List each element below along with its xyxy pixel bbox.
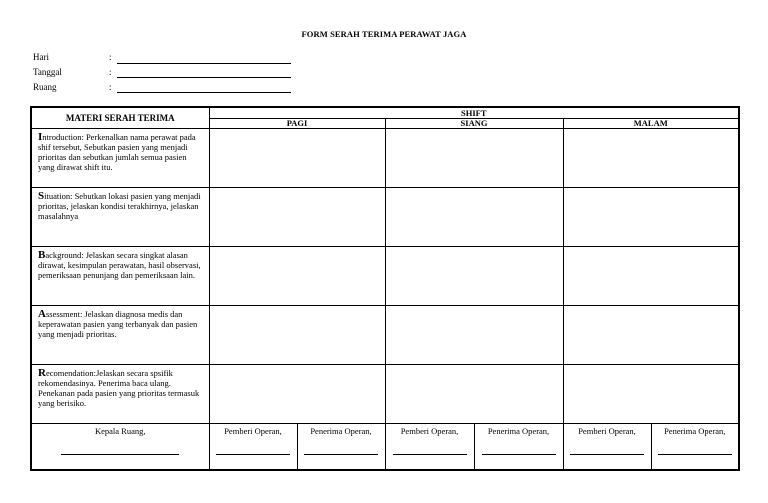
siang-cell[interactable]: [385, 365, 563, 424]
pagi-cell[interactable]: [209, 129, 385, 188]
malam-cell[interactable]: [563, 365, 739, 424]
row-text: ackground: Jelaskan secara singkat alasan dirawat, kesimpulan perawatan, hasil observasi, pemeriksaan penunjang dan pemeriksaan lain.: [38, 250, 201, 280]
signature-label: Kepala Ruang,: [94, 426, 146, 436]
field-label: Hari: [33, 52, 49, 62]
signature-line: [216, 454, 290, 455]
isbar-assessment: [31, 306, 209, 365]
malam-cell[interactable]: [563, 188, 739, 247]
malam-cell[interactable]: [563, 247, 739, 306]
field-underline: [117, 92, 291, 93]
row-text: ituation: Sebutkan lokasi pasien yang menjadi prioritas, jelaskan kondisi terakhirnya, jelaskan masalahnya: [38, 191, 201, 221]
signature-label: Pemberi Operan,: [400, 426, 459, 436]
signature-label: Pemberi Operan,: [224, 426, 282, 436]
isbar-situation: [31, 188, 209, 247]
shift-header: SHIFT: [209, 107, 739, 119]
malam-cell[interactable]: [563, 129, 739, 188]
signature-line: [570, 454, 644, 455]
form-title: FORM SERAH TERIMA PERAWAT JAGA: [301, 29, 467, 39]
table-row: [31, 365, 739, 424]
row-initial: I: [38, 131, 43, 143]
siang-penerima-signature[interactable]: [474, 424, 563, 471]
field-colon: :: [109, 52, 112, 62]
table-row: [31, 188, 739, 247]
siang-cell[interactable]: [385, 247, 563, 306]
pagi-pemberi-signature[interactable]: [209, 424, 297, 471]
pagi-cell[interactable]: [209, 247, 385, 306]
signature-line: [393, 454, 467, 455]
signature-line: [482, 454, 556, 455]
signature-line: [61, 454, 179, 455]
signature-label: Penerima Operan,: [487, 426, 550, 436]
shift-malam-header: MALAM: [563, 119, 739, 129]
pagi-cell[interactable]: [209, 188, 385, 247]
malam-penerima-signature[interactable]: [651, 424, 739, 471]
kepala-ruang-signature[interactable]: [31, 424, 209, 471]
malam-cell[interactable]: [563, 306, 739, 365]
table-row: [31, 247, 739, 306]
signature-row: [31, 424, 739, 471]
signature-line: [304, 454, 378, 455]
signature-label: Penerima Operan,: [310, 426, 372, 436]
siang-cell[interactable]: [385, 129, 563, 188]
pagi-cell[interactable]: [209, 306, 385, 365]
field-colon: :: [109, 82, 112, 92]
table-row: [31, 306, 739, 365]
field-underline: [117, 77, 291, 78]
row-initial: S: [38, 190, 45, 202]
siang-cell[interactable]: [385, 306, 563, 365]
row-text: ssessment: Jelaskan diagnosa medis dan keperawatan pasien yang terbanyak dan pasien yang menjadi prioritas.: [38, 309, 198, 339]
table-row: [31, 129, 739, 188]
row-initial: B: [38, 249, 46, 261]
field-underline: [117, 63, 291, 64]
shift-siang-header: SIANG: [385, 119, 563, 129]
siang-pemberi-signature[interactable]: [385, 424, 474, 471]
isbar-recommendation: [31, 365, 209, 424]
signature-label: Penerima Operan,: [664, 426, 726, 436]
row-initial: R: [38, 367, 46, 379]
isbar-introduction: [31, 129, 209, 188]
shift-pagi-header: PAGI: [209, 119, 385, 129]
handover-table: [30, 106, 740, 471]
signature-label: Pemberi Operan,: [578, 426, 636, 436]
row-text: ntroduction: Perkenalkan nama perawat pada shif tersebut, Sebutkan pasien yang menjadi prioritas dan sebutkan jumlah semua pasien yang dirawat shift itu.: [38, 132, 196, 172]
materi-header: MATERI SERAH TERIMA: [31, 107, 209, 129]
isbar-background: [31, 247, 209, 306]
pagi-cell[interactable]: [209, 365, 385, 424]
signature-line: [658, 454, 732, 455]
field-colon: :: [109, 67, 112, 77]
malam-pemberi-signature[interactable]: [563, 424, 651, 471]
row-initial: A: [38, 308, 46, 320]
siang-cell[interactable]: [385, 188, 563, 247]
pagi-penerima-signature[interactable]: [297, 424, 385, 471]
field-label: Ruang: [33, 82, 57, 92]
field-label: Tanggal: [33, 67, 62, 77]
row-text: ecomendation:Jelaskan secara spsifik rekomendasinya. Penerima baca ulang. Penekanan pada pasien yang prioritas termasuk yang berisiko.: [38, 368, 200, 408]
